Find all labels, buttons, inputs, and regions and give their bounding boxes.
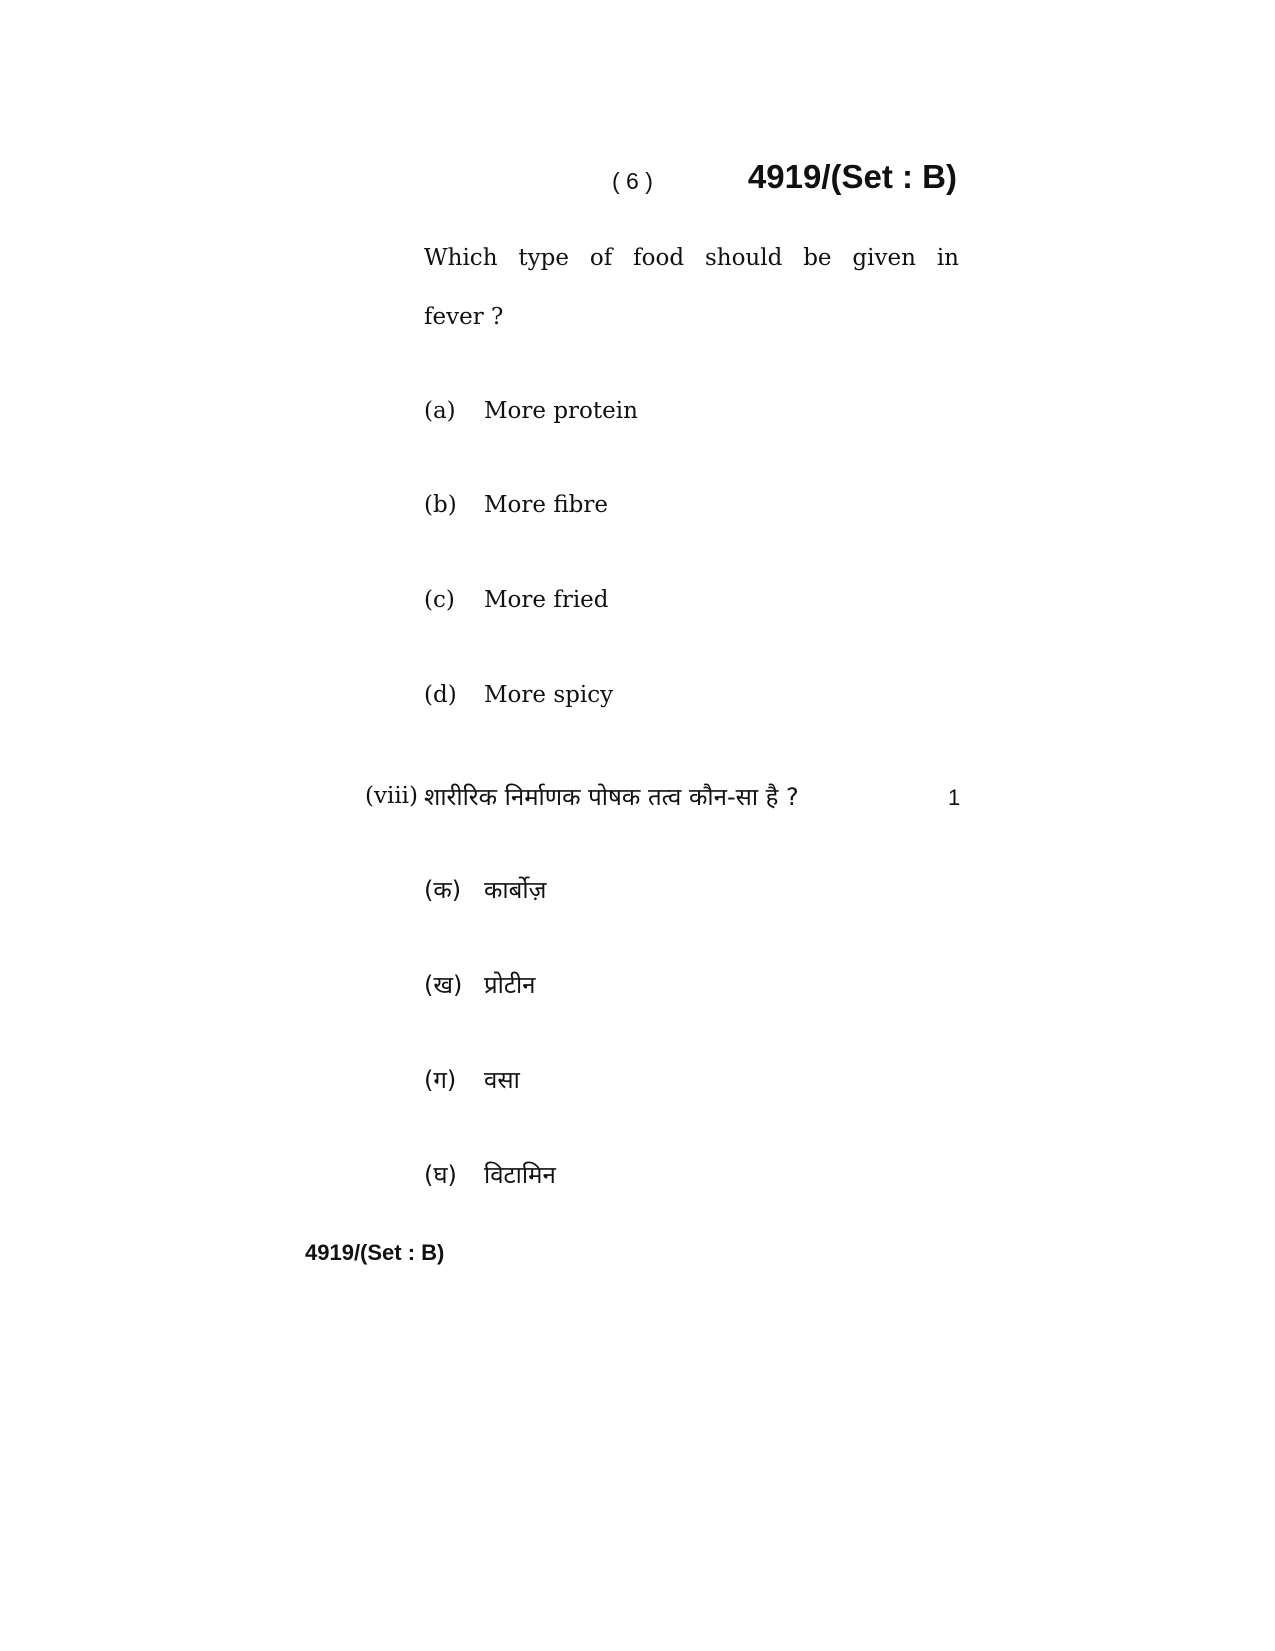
option-gha	[424, 1158, 556, 1191]
option-c-label: (c)	[424, 587, 455, 613]
option-a	[424, 398, 638, 424]
option-d-text: More spicy	[484, 682, 614, 708]
option-kha	[424, 968, 536, 1001]
option-c-text: More fried	[484, 587, 609, 613]
option-ka	[424, 873, 546, 906]
option-ka-text: कार्बोज़	[484, 876, 547, 904]
option-kha-text: प्रोटीन	[484, 971, 536, 999]
question-8-number: (viii)	[365, 783, 419, 809]
option-a-text: More protein	[484, 398, 638, 424]
question-7-line-2: fever ?	[424, 304, 504, 330]
option-ga-text: वसा	[484, 1066, 520, 1094]
option-kha-label: (ख)	[424, 971, 463, 999]
paper-code-footer: 4919/(Set : B)	[305, 1240, 445, 1265]
option-b-text: More fibre	[484, 492, 608, 518]
page-number: ( 6 )	[612, 168, 653, 194]
option-ka-label: (क)	[424, 876, 462, 904]
question-8-marks: 1	[948, 785, 961, 810]
question-7-line-1: Which type of food should be given in	[424, 245, 959, 271]
option-gha-label: (घ)	[424, 1161, 457, 1189]
option-b	[424, 492, 608, 518]
option-b-label: (b)	[424, 492, 457, 518]
option-a-label: (a)	[424, 398, 456, 424]
option-ga-label: (ग)	[424, 1066, 457, 1094]
question-8-text: शारीरिक निर्माणक पोषक तत्व कौन-सा है ?	[424, 783, 799, 811]
option-gha-text: विटामिन	[484, 1161, 556, 1189]
option-d	[424, 682, 613, 708]
paper-code-header: 4919/(Set : B)	[747, 158, 957, 195]
option-c	[424, 587, 609, 613]
option-ga	[424, 1063, 520, 1096]
option-d-label: (d)	[424, 682, 457, 708]
